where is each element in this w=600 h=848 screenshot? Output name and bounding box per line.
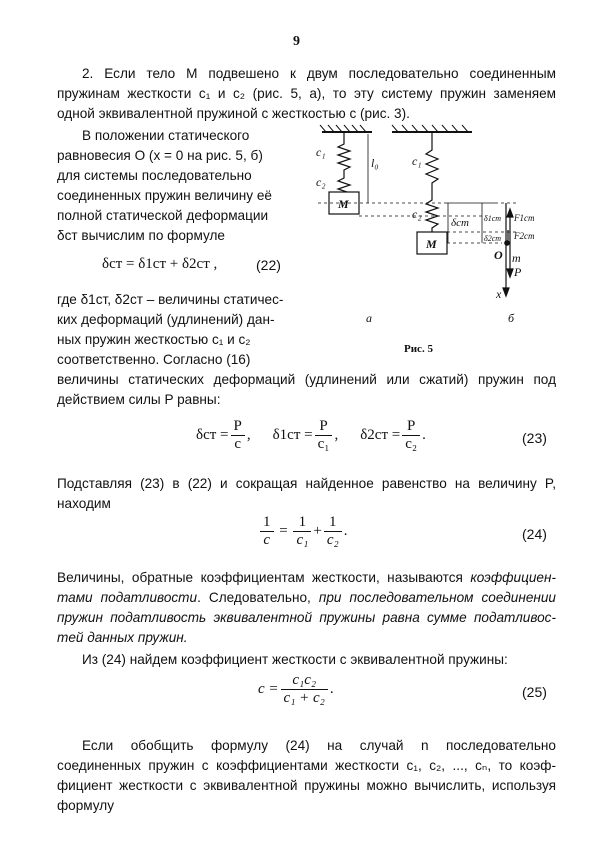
eq24-den-1: c₁	[296, 532, 309, 548]
eq24-den-2: c₂	[326, 532, 339, 548]
paragraph-25-line-1: Из (24) найдем коэффициент жесткости c эквивалентной пружины:	[82, 652, 508, 667]
last-paragraph-line-4: формулу	[57, 798, 115, 813]
p24-l1b: коэффициен-	[470, 570, 556, 585]
eq23-sep-0: ,	[246, 427, 251, 443]
equation-25: c = $\frac{\text{c₁c₂}}{\text{c₁ + c₂}}$ .	[258, 672, 334, 706]
equation-22: δст = δ1ст + δ2ст ,	[102, 256, 218, 272]
equation-24: $\frac{1}{c}$ = $\frac{1}{\text{c₁}}$ + $\frac{1}{\text{c₂}}$ .	[258, 514, 347, 549]
after22-line-5: величины статических деформаций (удлинений или сжатий) пружин под	[57, 372, 556, 387]
figure-caption: Рис. 5	[404, 343, 433, 355]
p24-l2a: тами податливости	[57, 590, 198, 605]
side-text-line-3: для системы последовательно	[57, 168, 252, 183]
eq23-lhs-2: δ2ст =	[360, 427, 401, 443]
fig-label-F1: F1ст	[514, 213, 535, 223]
fig-label-O: O	[494, 248, 503, 262]
eq23-num-0: P	[231, 418, 245, 436]
equation-23	[196, 418, 426, 453]
fig-label-dst: δст	[451, 217, 469, 229]
paragraph-24-line-1	[57, 570, 556, 585]
paragraph-24-line-2	[57, 590, 556, 605]
fig-label-c1-b: c₁	[412, 154, 422, 168]
fig-label-c2-a: c₂	[316, 175, 326, 189]
p24-l1a: Величины, обратные коэффициентам жесткости, называются	[57, 570, 471, 585]
figure-5	[316, 122, 568, 358]
after22-line-2: ких деформаций (удлинений) дан-	[57, 312, 275, 327]
fig-label-d2: δ2ст	[484, 234, 502, 243]
eq24-num-1: 1	[293, 514, 311, 532]
last-paragraph-line-1: Если обобщить формулу (24) на случай n последовательно	[82, 738, 556, 753]
fig-label-d1: δ1ст	[484, 214, 502, 223]
eq25-den: c₁ + c₂	[283, 690, 325, 706]
fig-label-c2-b: c₂	[412, 207, 422, 221]
fig-label-c1-a: c₁	[316, 145, 326, 159]
fig-label-x: x	[496, 287, 502, 301]
eq23-num-1: P	[315, 418, 333, 436]
eq23-sep-1: ,	[334, 427, 339, 443]
fig-label-F2: F2ст	[514, 231, 535, 241]
fig-label-l0: l₀	[371, 156, 379, 170]
fig-label-m: m	[512, 251, 521, 265]
eq23-den-0: c	[234, 436, 241, 452]
side-text-line-2: равновесия O (x = 0 на рис. 5, б)	[57, 148, 263, 163]
eq24-lhs-num: 1	[260, 514, 274, 532]
eq24-lhs-den: c	[263, 532, 271, 548]
after22-line-4: соответственно. Согласно (16)	[57, 352, 251, 367]
fig-label-b: б	[508, 311, 515, 325]
eq25-lhs: c =	[258, 681, 279, 697]
eq25-num: c₁c₂	[281, 672, 328, 690]
equation-23-number: (23)	[522, 430, 547, 446]
paragraph-24-line-4: тей данных пружин.	[57, 630, 188, 645]
paragraph-24-line-3: пружин податливость эквивалентной пружины равна сумме податливос-	[57, 610, 556, 625]
after22-line-6: действием силы P равны:	[57, 392, 221, 407]
equation-24-number: (24)	[522, 526, 547, 542]
fig-label-M-a: M	[338, 197, 349, 211]
side-text-line-4: соединенных пружин величину её	[57, 188, 272, 203]
paragraph-23-line-2: находим	[57, 496, 111, 511]
paragraph-23-line-1: Подставляя (23) в (22) и сокращая найденное равенство на величину P,	[57, 476, 556, 491]
eq23-num-2: P	[402, 418, 420, 436]
page-number: 9	[293, 34, 300, 49]
p24-l2c: при последовательном соединении	[318, 590, 556, 605]
eq23-lhs-1: δ1ст =	[272, 427, 313, 443]
paragraph-2-line-1: 2. Если тело M подвешено к двум последовательно соединенным	[82, 66, 556, 81]
last-paragraph-line-3: фициент жесткости c эквивалентной пружины можно вычислить, используя	[57, 778, 556, 793]
eq24-num-2: 1	[324, 514, 342, 532]
eq23-den-1: c₁	[317, 436, 330, 452]
p24-l2b: . Следовательно,	[197, 590, 319, 605]
equation-22-number: (22)	[256, 257, 281, 273]
fig-label-M-b: M	[426, 237, 437, 251]
paragraph-2-line-3: одной эквивалентной пружиной с жесткостью c (рис. 3).	[57, 106, 410, 121]
side-text-line-5: полной статической деформации	[57, 208, 269, 223]
side-text-line-6: δст вычислим по формуле	[57, 228, 225, 243]
fig-label-a: а	[366, 311, 372, 325]
after22-line-3: ных пружин жесткостью c₁ и c₂	[57, 332, 251, 347]
equation-25-number: (25)	[522, 684, 547, 700]
paragraph-2-line-2: пружинам жесткости c₁ и c₂ (рис. 5, а), то эту систему пружин заменяем	[57, 86, 556, 101]
last-paragraph-line-2: соединенных пружин с коэффициентами жесткости c₁, c₂, ..., cₙ, то коэф-	[57, 758, 556, 773]
eq23-den-2: c₂	[405, 436, 418, 452]
after22-line-1: где δ1ст, δ2ст – величины статичес-	[57, 292, 284, 307]
eq23-lhs-0: δст =	[196, 427, 229, 443]
side-text-line-1: В положении статического	[82, 128, 250, 143]
eq23-sep-2: .	[422, 427, 426, 443]
fig-label-P: P	[514, 265, 522, 279]
